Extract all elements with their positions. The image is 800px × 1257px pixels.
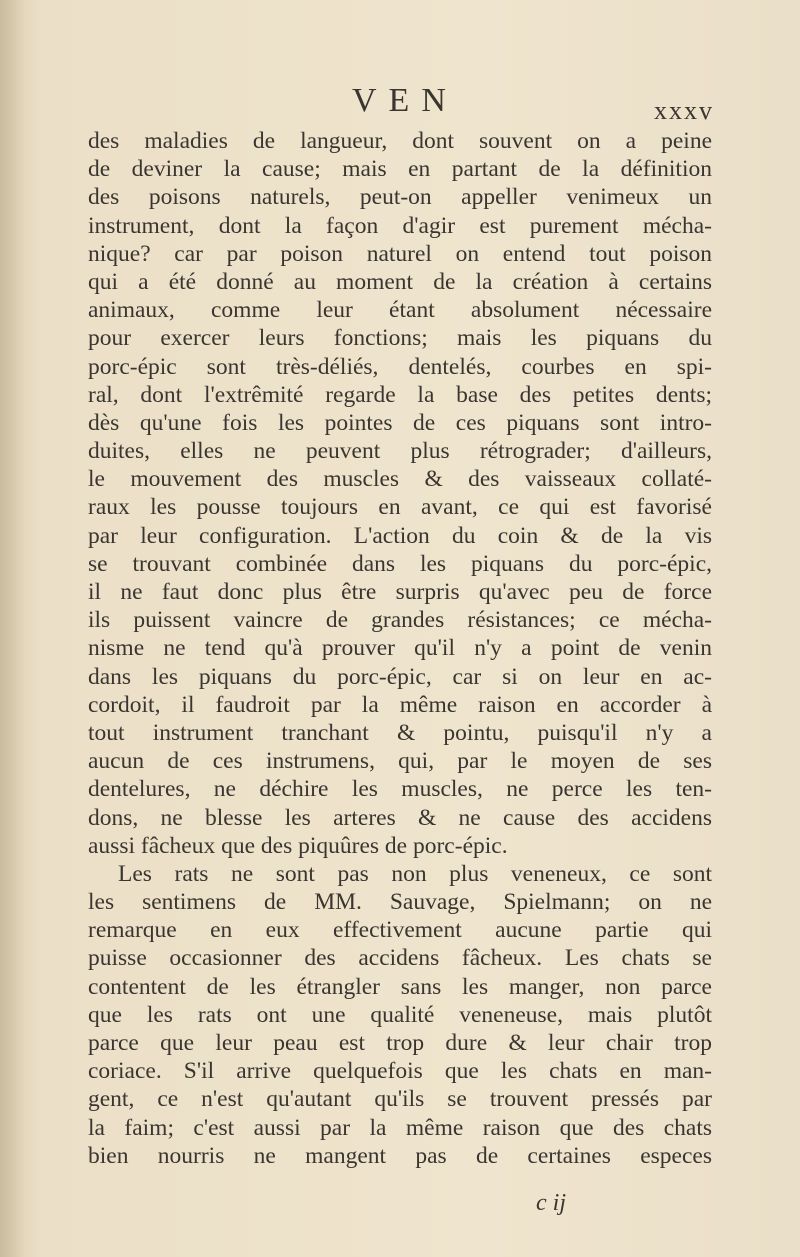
text-line: il ne faut donc plus être surpris qu'avec peu de force (88, 579, 712, 605)
text-line: de deviner la cause; mais en partant de la définition (88, 156, 712, 183)
body-text (88, 127, 712, 1170)
text-line: raux les pousse toujours en avant, ce qui est favorisé (88, 494, 712, 521)
text-line: duites, elles ne peuvent plus rétrograder; d'ailleurs, (88, 438, 712, 465)
text-line: dès qu'une fois les pointes de ces piquans sont intro- (88, 409, 712, 436)
text-line: qui a été donné au moment de la création à certains (88, 268, 712, 295)
signature-mark: c ij (536, 1190, 566, 1216)
text-line: tout instrument tranchant & pointu, puisqu'il n'y a (88, 719, 712, 746)
page-number: xxxv (654, 96, 714, 125)
text-line: aussi fâcheux que des piquûres de porc-épic. (88, 832, 508, 859)
text-line: puisse occasionner des accidens fâcheux. Les chats se (88, 945, 712, 972)
text-line: par leur configuration. L'action du coin & de la vis (88, 522, 712, 549)
text-line: bien nourris ne mangent pas de certaines especes (88, 1142, 712, 1169)
paragraph (88, 127, 712, 860)
text-line: dentelures, ne déchire les muscles, ne perce les ten- (88, 776, 712, 803)
text-line: parce que leur peau est trop dure & leur chair trop (88, 1030, 712, 1056)
text-line: pour exercer leurs fonctions; mais les piquans du (88, 325, 712, 352)
paragraph (88, 860, 712, 1170)
text-line: instrument, dont la façon d'agir est purement mécha- (88, 212, 712, 239)
text-line: animaux, comme leur étant absolument nécessaire (88, 297, 712, 324)
text-line: dons, ne blesse les arteres & ne cause des accidens (88, 804, 712, 831)
text-line: que les rats ont une qualité veneneuse, mais plutôt (88, 1001, 712, 1028)
text-line: se trouvant combinée dans les piquans du porc-épic, (88, 550, 712, 577)
running-head: VEN (352, 82, 458, 119)
text-line: cordoit, il faudroit par la même raison en accorder à (88, 691, 712, 718)
text-line: dans les piquans du porc-épic, car si on leur en ac- (88, 663, 712, 690)
text-line: porc-épic sont très-déliés, dentelés, courbes en spi- (88, 353, 712, 380)
text-line: les sentimens de MM. Sauvage, Spielmann; on ne (88, 889, 712, 916)
text-line: ils puissent vaincre de grandes résistances; ce mécha- (88, 607, 712, 634)
text-line: coriace. S'il arrive quelquefois que les chats en man- (88, 1058, 712, 1085)
text-line: aucun de ces instrumens, qui, par le moyen de ses (88, 748, 712, 775)
text-line: le mouvement des muscles & des vaisseaux collaté- (88, 466, 712, 493)
binding-gutter (0, 0, 26, 1257)
text-line: nique? car par poison naturel on entend tout poison (88, 240, 712, 267)
text-line: remarque en eux effectivement aucune partie qui (88, 917, 712, 944)
text-line: contentent de les étrangler sans les manger, non parce (88, 973, 712, 1000)
text-line: Les rats ne sont pas non plus veneneux, ce sont (118, 860, 712, 887)
text-line: nisme ne tend qu'à prouver qu'il n'y a point de venin (88, 635, 712, 662)
text-line: gent, ce n'est qu'autant qu'ils se trouvent pressés par (88, 1086, 712, 1113)
text-line: des poisons naturels, peut-on appeller venimeux un (88, 184, 712, 211)
page-header (90, 78, 714, 128)
text-line: ral, dont l'extrêmité regarde la base des petites dents; (88, 381, 712, 408)
text-line: la faim; c'est aussi par la même raison que des chats (88, 1114, 712, 1141)
text-line: des maladies de langueur, dont souvent on a peine (88, 128, 712, 154)
